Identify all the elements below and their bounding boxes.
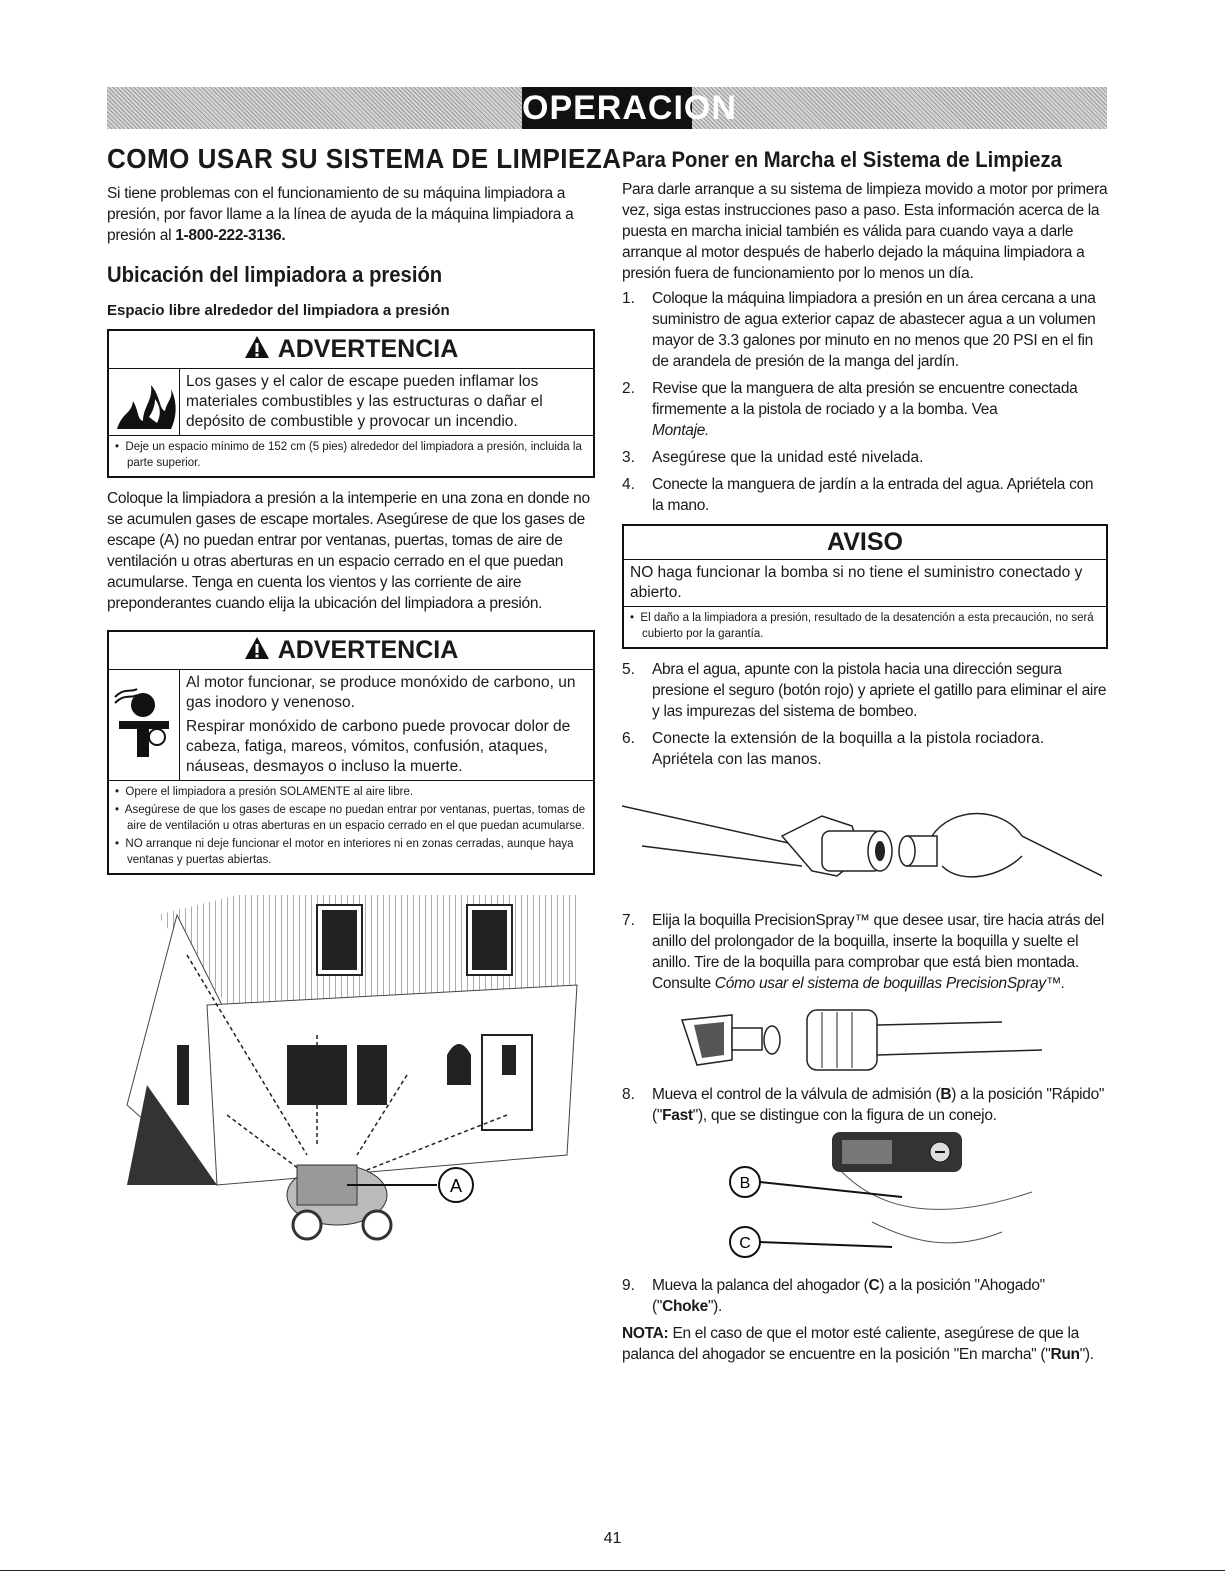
warning-bullets-co <box>109 781 593 873</box>
left-column <box>107 143 622 1245</box>
bottom-divider <box>0 1570 1225 1571</box>
warning-box-co <box>107 630 595 875</box>
fire-icon <box>109 369 180 435</box>
bullet-item: • El daño a la limpiadora a presión, resultado de la desatención a esta precaución, no será cubierto por la garantía. <box>630 612 1094 640</box>
step-item: 2. Revise que la manguera de alta presión se encuentre conectada firmemente a la pistola de rociado y a la bomba. Vea Montaje. <box>622 380 1078 439</box>
warning-header: ADVERTENCIA <box>109 331 593 369</box>
startup-intro: Para darle arranque a su sistema de limpieza movido a motor por primera vez, siga estas instrucciones paso a paso. Esta información acerca de la puesta en marcha inicial también es válida para cuando vaya a darle arranque al motor después de haberlo dejado la máquina limpiadora a presión fuera de funcionamiento por lo menos un día. <box>622 181 1108 282</box>
warning-bullets-fire <box>109 436 593 476</box>
notice-bullets <box>624 607 1106 647</box>
notice-header: AVISO <box>624 526 1106 560</box>
help-phone: 1-800-222-3136. <box>175 227 286 244</box>
section-banner <box>107 87 1107 129</box>
step-8 <box>622 1084 1108 1126</box>
left-heading: COMO USAR SU SISTEMA DE LIMPIEZA <box>107 143 622 174</box>
intro-paragraph: Si tiene problemas con el funcionamiento de su máquina limpiadora a presión, por favor llame a la línea de ayuda de la máquina limpiadora a presión al 1-800-222-3136. <box>107 185 574 244</box>
banner-title: OPERACION <box>522 89 737 127</box>
step-9 <box>622 1275 1108 1317</box>
poison-gas-icon <box>109 670 180 780</box>
right-heading: Para Poner en Marcha el Sistema de Limpieza <box>622 147 1062 172</box>
warning-box-fire <box>107 329 595 478</box>
step-item: 1. Coloque la máquina limpiadora a presión en un área cercana a una suministro de agua exterior capaz de abastecer agua a un volumen mayor de 3.3 galones por minuto en no menos que 20 PSI en el fin de arandela de presión de la manga del jardín. <box>622 290 1096 370</box>
right-column <box>622 143 1108 1365</box>
warning-text-line: Al motor funcionar, se produce monóxido de carbono, un gas inodoro y venenoso. <box>186 674 576 711</box>
steps-list-b <box>622 659 1108 770</box>
callout-label-c: C <box>739 1235 751 1252</box>
callout-label-a: A <box>449 1176 463 1196</box>
warning-text-co <box>180 670 593 780</box>
warning-header: ADVERTENCIA <box>109 632 593 670</box>
warning-text-line: Respirar monóxido de carbono puede provocar dolor de cabeza, fatiga, mareos, vómitos, confusión, ataques, náuseas, desmayos o incluso la muerte. <box>186 718 571 775</box>
placement-paragraph: Coloque la limpiadora a presión a la intemperie en una zona en donde no se acumulen gases de escape mortales. Asegúrese de que los gases de escape (A) no puedan entrar por ventanas, puertas, tomas de aire de ventilación u otras aberturas en un espacio cerrado en el que puedan acumularse. Tenga en cuenta los vientos y las corriente de aire preponderantes cuando elija la ubicación del limpiadora a presión. <box>107 490 590 612</box>
warning-triangle-icon <box>244 636 270 667</box>
bullet-item: • NO arranque ni deje funcionar el motor en interiores ni en zonas cerradas, aunque haya ventanas y puertas abiertas. <box>115 838 574 866</box>
location-heading: Ubicación del limpiadora a presión <box>107 262 443 287</box>
step-item: 7. Elija la boquilla PrecisionSpray™ que desee usar, tire hacia atrás del anillo del prolongador de la boquilla, inserte la boquilla y suelte el anillo. Tire de la boquilla para comprobar que está bien montada. Consulte Cómo usar el sistema de boquillas PrecisionSpray™. <box>622 912 1105 992</box>
step-item: 6. Conecte la extensión de la boquilla a la pistola rociadora. Apriétela con las manos. <box>622 730 1045 768</box>
bullet-item: • Deje un espacio mínimo de 152 cm (5 pies) alrededor del limpiadora a presión, incluida la parte superior. <box>115 441 582 469</box>
notice-text: NO haga funcionar la bomba si no tiene el suministro conectado y abierto. <box>624 560 1106 607</box>
throttle-choke-illustration <box>622 1132 1102 1267</box>
step-item: 5. Abra el agua, apunte con la pistola hacia una dirección segura presione el seguro (botón rojo) y apriete el gatillo para eliminar el aire y las impurezas del sistema de bombeo. <box>622 661 1107 720</box>
step-item: 4. Conecte la manguera de jardín a la entrada del agua. Apriétela con la mano. <box>622 476 1094 514</box>
step-7 <box>622 910 1108 994</box>
warning-triangle-icon <box>244 335 270 366</box>
house-placement-illustration <box>107 885 587 1245</box>
step-item: 3. Asegúrese que la unidad esté nivelada. <box>622 449 924 466</box>
page-number: 41 <box>603 1530 622 1547</box>
nozzle-insert-illustration <box>622 1000 1102 1080</box>
bullet-item: • Asegúrese de que los gases de escape no puedan entrar por ventanas, puertas, tomas de aire de ventilación u otras aberturas en un espacio cerrado en el que puedan acumularse. <box>115 804 586 832</box>
notice-box <box>622 524 1108 649</box>
note-paragraph: NOTA: En el caso de que el motor esté caliente, asegúrese de que la palanca del ahogador se encuentre en la posición "En marcha" ("Run"). <box>622 1325 1094 1363</box>
warning-text-fire: Los gases y el calor de escape pueden inflamar los materiales combustibles y las estructuras o dañar el depósito de combustible y provocar un incendio. <box>186 373 543 430</box>
step-item: 8. Mueva el control de la válvula de admisión (B) a la posición "Rápido" ("Fast"), que se distingue con la figura de un conejo. <box>622 1086 1105 1124</box>
callout-label-b: B <box>739 1175 751 1192</box>
clearance-heading: Espacio libre alrededor del limpiadora a presión <box>107 302 450 319</box>
nozzle-extension-illustration <box>622 776 1102 906</box>
steps-list-a <box>622 288 1108 516</box>
step-item: 9. Mueva la palanca del ahogador (C) a la posición "Ahogado" ("Choke"). <box>622 1277 1045 1315</box>
bullet-item: • Opere el limpiadora a presión SOLAMENTE al aire libre. <box>115 786 414 798</box>
